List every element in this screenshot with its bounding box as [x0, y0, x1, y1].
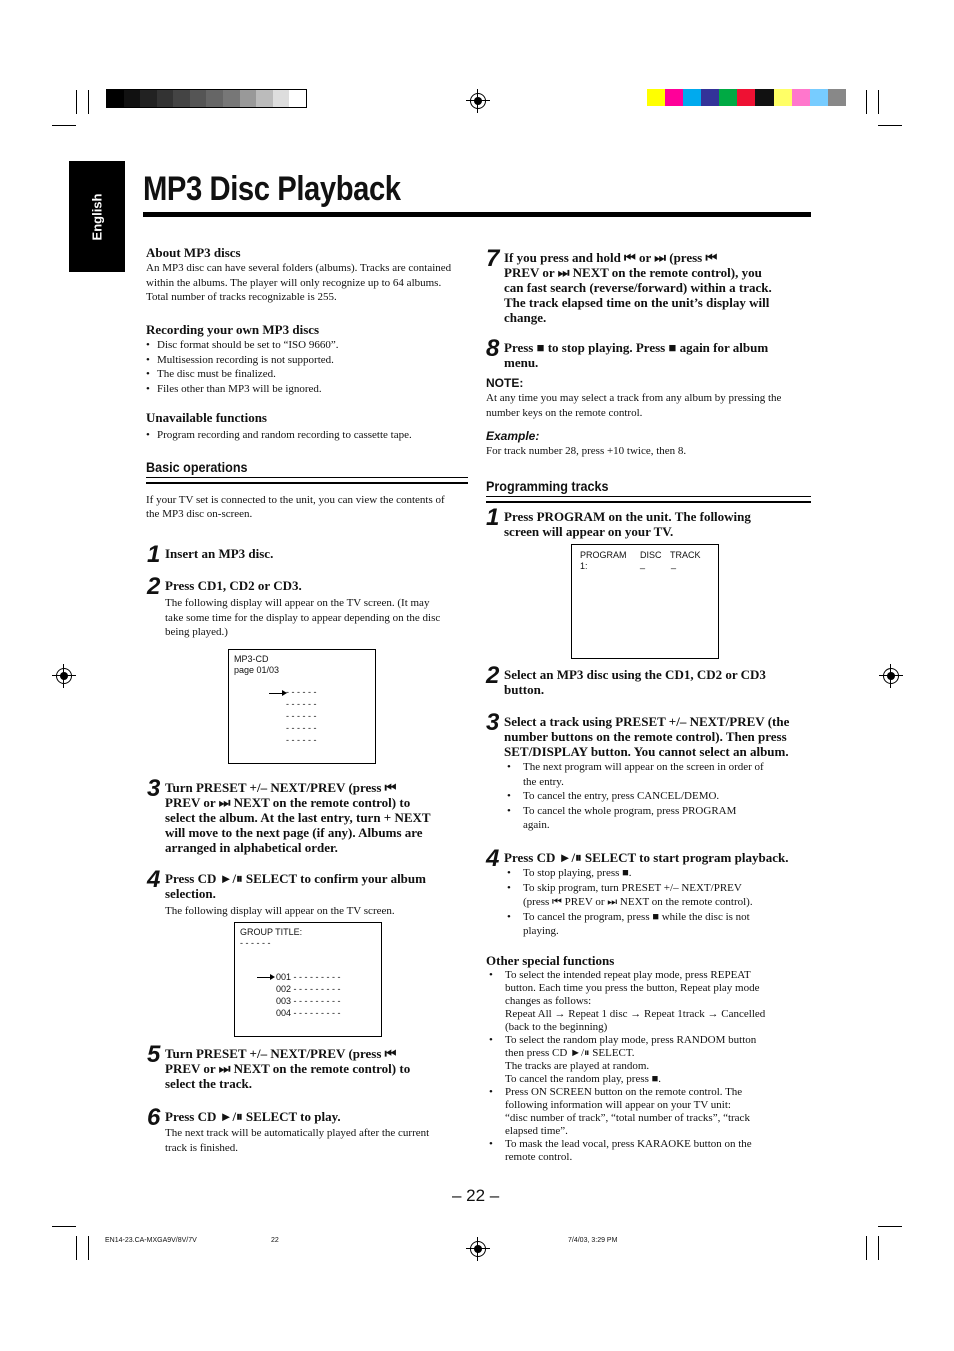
- color-bar: [647, 89, 846, 106]
- basic-operations-section: [146, 460, 468, 522]
- color-swatch: [647, 89, 665, 106]
- step-text: selection.: [165, 886, 216, 901]
- step-text: Insert an MP3 disc.: [165, 546, 274, 561]
- col-disc: DISC: [640, 550, 662, 560]
- registration-mark-left: [56, 668, 72, 684]
- selection-arrow-icon: [269, 693, 285, 694]
- color-swatch: [240, 90, 257, 107]
- color-swatch: [683, 89, 701, 106]
- list-item: • Press ON SCREEN button on the remote control. The following information will appear on your TV unit: “disc number of track”, “total number of tracks”, “track elapsed time”.: [486, 1086, 806, 1138]
- about-heading: About MP3 discs: [146, 245, 241, 260]
- step-text: change.: [504, 310, 547, 325]
- registration-mark-bottom: [470, 1241, 486, 1257]
- disc-value: _: [640, 559, 646, 569]
- footer-date: 7/4/03, 3:29 PM: [568, 1237, 618, 1244]
- registration-mark-top: [470, 93, 486, 109]
- example-label: Example:: [486, 429, 540, 443]
- section-rule: [486, 496, 811, 503]
- section-rule: [146, 477, 468, 484]
- color-swatch: [190, 90, 207, 107]
- example-text: For track number 28, press +10 twice, then 8.: [486, 445, 687, 457]
- screen-row: - - - - - -: [286, 735, 317, 745]
- screen-row: 003 - - - - - - - - -: [276, 996, 341, 1006]
- step-number: 2: [147, 573, 161, 600]
- recording-section: [146, 322, 471, 396]
- step-number: 3: [486, 709, 500, 736]
- step-text: The track elapsed time on the unit’s display will: [504, 295, 770, 310]
- step-text: screen will appear on your TV.: [504, 524, 674, 539]
- color-swatch: [719, 89, 737, 106]
- tv-screen-program: [571, 544, 719, 659]
- about-line: within the albums. The player will only recognize up to 64 albums.: [146, 276, 442, 289]
- note-line: At any time you may select a track from any album by pressing the: [486, 392, 782, 404]
- screen-row: - - - - - -: [286, 711, 317, 721]
- color-swatch: [792, 89, 810, 106]
- step-text: PREV or ⏭ NEXT on the remote control) to: [165, 795, 411, 810]
- list-item: • To select the random play mode, press RANDOM button then press CD ►/⏸ SELECT. The tracks are played at random. To cancel the random play, press ■.: [486, 1034, 806, 1086]
- color-swatch: [107, 90, 124, 107]
- col-program: PROGRAM: [580, 550, 627, 560]
- about-mp3-section: [146, 245, 471, 305]
- step-number: 5: [147, 1041, 161, 1068]
- note-label: NOTE:: [486, 376, 524, 390]
- color-swatch: [124, 90, 141, 107]
- title-rule: [143, 212, 811, 217]
- color-swatch: [140, 90, 157, 107]
- screen-subtitle: - - - - - -: [240, 938, 271, 948]
- step-text: will move to the next page (if any). Albums are: [165, 825, 423, 840]
- recording-heading: Recording your own MP3 discs: [146, 322, 320, 337]
- grayscale-bar: [106, 89, 307, 108]
- basic-heading: Basic operations: [146, 459, 248, 475]
- step-text: Press PROGRAM on the unit. The following: [504, 509, 751, 524]
- color-swatch: [273, 90, 290, 107]
- screen-title: MP3-CD: [234, 654, 269, 664]
- step-number: 4: [486, 845, 500, 872]
- list-item: • To skip program, turn PRESET +/– NEXT/PREV (press ⏮ PREV or ⏭ NEXT on the remote control).: [504, 881, 804, 910]
- step-number: 8: [486, 335, 500, 362]
- step-text: Select an MP3 disc using the CD1, CD2 or CD3: [504, 667, 766, 682]
- color-swatch: [256, 90, 273, 107]
- step-text: Press ■ to stop playing. Press ■ again for album: [504, 340, 769, 355]
- screen-row: 002 - - - - - - - - -: [276, 984, 341, 994]
- unavailable-heading: Unavailable functions: [146, 410, 267, 425]
- list-item: • To stop playing, press ■.: [504, 866, 804, 881]
- color-swatch: [289, 90, 306, 107]
- color-swatch: [206, 90, 223, 107]
- about-line: Total number of tracks recognizable is 255.: [146, 291, 337, 303]
- basic-line: the MP3 disc on-screen.: [146, 508, 253, 520]
- page-number: – 22 –: [452, 1186, 500, 1205]
- step-note: track is finished.: [165, 1141, 239, 1154]
- step-note: The following display will appear on the TV screen. (It may: [165, 597, 430, 609]
- list-item: • To cancel the whole program, press PROGRAM again.: [504, 804, 804, 833]
- col-track: TRACK: [670, 550, 701, 560]
- list-item: • Disc format should be set to “ISO 9660”.: [146, 338, 471, 353]
- step-text: Turn PRESET +/– NEXT/PREV (press ⏮: [165, 1046, 397, 1061]
- note-section: [486, 375, 811, 459]
- screen-row: - - - - - -: [286, 699, 317, 709]
- color-swatch: [665, 89, 683, 106]
- color-swatch: [737, 89, 755, 106]
- screen-row: - - - - - -: [286, 723, 317, 733]
- selection-arrow-icon: [257, 977, 273, 978]
- other-functions-section: [486, 953, 806, 1164]
- unavailable-section: [146, 410, 471, 443]
- step-note: The following display will appear on the TV screen.: [165, 905, 395, 917]
- list-item: • The next program will appear on the screen in order of the entry.: [504, 760, 804, 789]
- color-swatch: [810, 89, 828, 106]
- list-item: • Program recording and random recording to cassette tape.: [146, 428, 471, 443]
- color-swatch: [774, 89, 792, 106]
- step-text: Turn PRESET +/– NEXT/PREV (press ⏮: [165, 780, 397, 795]
- color-swatch: [157, 90, 174, 107]
- track-value: _: [671, 559, 677, 569]
- list-item: • Multisession recording is not supported.: [146, 353, 471, 368]
- color-swatch: [173, 90, 190, 107]
- step-number: 4: [147, 866, 161, 893]
- list-item: • To mask the lead vocal, press KARAOKE button on the remote control.: [486, 1138, 806, 1164]
- screen-page: page 01/03: [234, 665, 280, 675]
- step-text: Select a track using PRESET +/– NEXT/PREV (the: [504, 714, 790, 729]
- note-line: number keys on the remote control.: [486, 406, 643, 419]
- language-tab: [69, 161, 125, 272]
- program-slot: 1:: [580, 561, 588, 571]
- step-text: SET/DISPLAY button. You cannot select an album.: [504, 744, 789, 759]
- programming-heading: Programming tracks: [486, 478, 609, 494]
- step-text: Press CD ►/⏸ SELECT to play.: [165, 1109, 341, 1124]
- step-text: Press CD1, CD2 or CD3.: [165, 578, 302, 593]
- screen-row: - - - - - -: [286, 687, 317, 697]
- step-text: Press CD ►/⏸ SELECT to confirm your album: [165, 871, 426, 886]
- step-number: 1: [147, 541, 161, 568]
- color-swatch: [223, 90, 240, 107]
- step-number: 1: [486, 504, 500, 531]
- step-number: 7: [486, 245, 500, 272]
- step-number: 3: [147, 775, 161, 802]
- step-number: 6: [147, 1104, 161, 1131]
- step-text: If you press and hold ⏮ or ⏭ (press ⏮: [504, 250, 718, 265]
- list-item: • To cancel the entry, press CANCEL/DEMO.: [504, 789, 804, 804]
- registration-mark-right: [883, 668, 899, 684]
- footer-page: 22: [271, 1237, 279, 1244]
- language-tab-label: English: [89, 193, 105, 240]
- page-title: MP3 Disc Playback: [143, 170, 401, 208]
- color-swatch: [828, 89, 846, 106]
- footer-file: EN14-23.CA-MXGA9V/8V/7V: [105, 1237, 197, 1244]
- step-text: number buttons on the remote control). Then press: [504, 729, 787, 744]
- step-text: select the track.: [165, 1076, 252, 1091]
- step-text: PREV or ⏭ NEXT on the remote control), you: [504, 265, 762, 280]
- step-text: menu.: [504, 355, 539, 370]
- color-swatch: [701, 89, 719, 106]
- list-item: • The disc must be finalized.: [146, 367, 471, 382]
- step-number: 2: [486, 662, 500, 689]
- step-note: The next track will be automatically played after the current: [165, 1127, 430, 1139]
- step-text: button.: [504, 682, 545, 697]
- step-text: Press CD ►/⏸ SELECT to start program playback.: [504, 850, 789, 865]
- step-text: can fast search (reverse/forward) within a track.: [504, 280, 772, 295]
- screen-title: GROUP TITLE:: [240, 927, 303, 937]
- step-text: select the album. At the last entry, turn + NEXT: [165, 810, 431, 825]
- step-text: PREV or ⏭ NEXT on the remote control) to: [165, 1061, 411, 1076]
- screen-row: 001 - - - - - - - - -: [276, 972, 341, 982]
- color-swatch: [755, 89, 773, 106]
- basic-line: If your TV set is connected to the unit, you can view the contents of: [146, 493, 445, 506]
- about-line: An MP3 disc can have several folders (albums). Tracks are contained: [146, 262, 452, 274]
- tv-screen-track-list: [234, 922, 382, 1037]
- other-heading: Other special functions: [486, 953, 615, 968]
- list-item: • To select the intended repeat play mode, press REPEAT button. Each time you press the button, Repeat play mode changes as follows: Repeat All → Repeat 1 disc → Repeat 1track → Cancelled (back to the beginning): [486, 969, 806, 1034]
- list-item: • To cancel the program, press ■ while the disc is not playing.: [504, 910, 804, 939]
- tv-screen-album-list: [228, 649, 376, 764]
- step-note: take some time for the display to appear depending on the disc: [165, 611, 441, 624]
- list-item: • Files other than MP3 will be ignored.: [146, 382, 471, 397]
- screen-row: 004 - - - - - - - - -: [276, 1008, 341, 1018]
- step-text: arranged in alphabetical order.: [165, 840, 338, 855]
- step-note: being played.): [165, 626, 228, 638]
- programming-section: [486, 479, 811, 503]
